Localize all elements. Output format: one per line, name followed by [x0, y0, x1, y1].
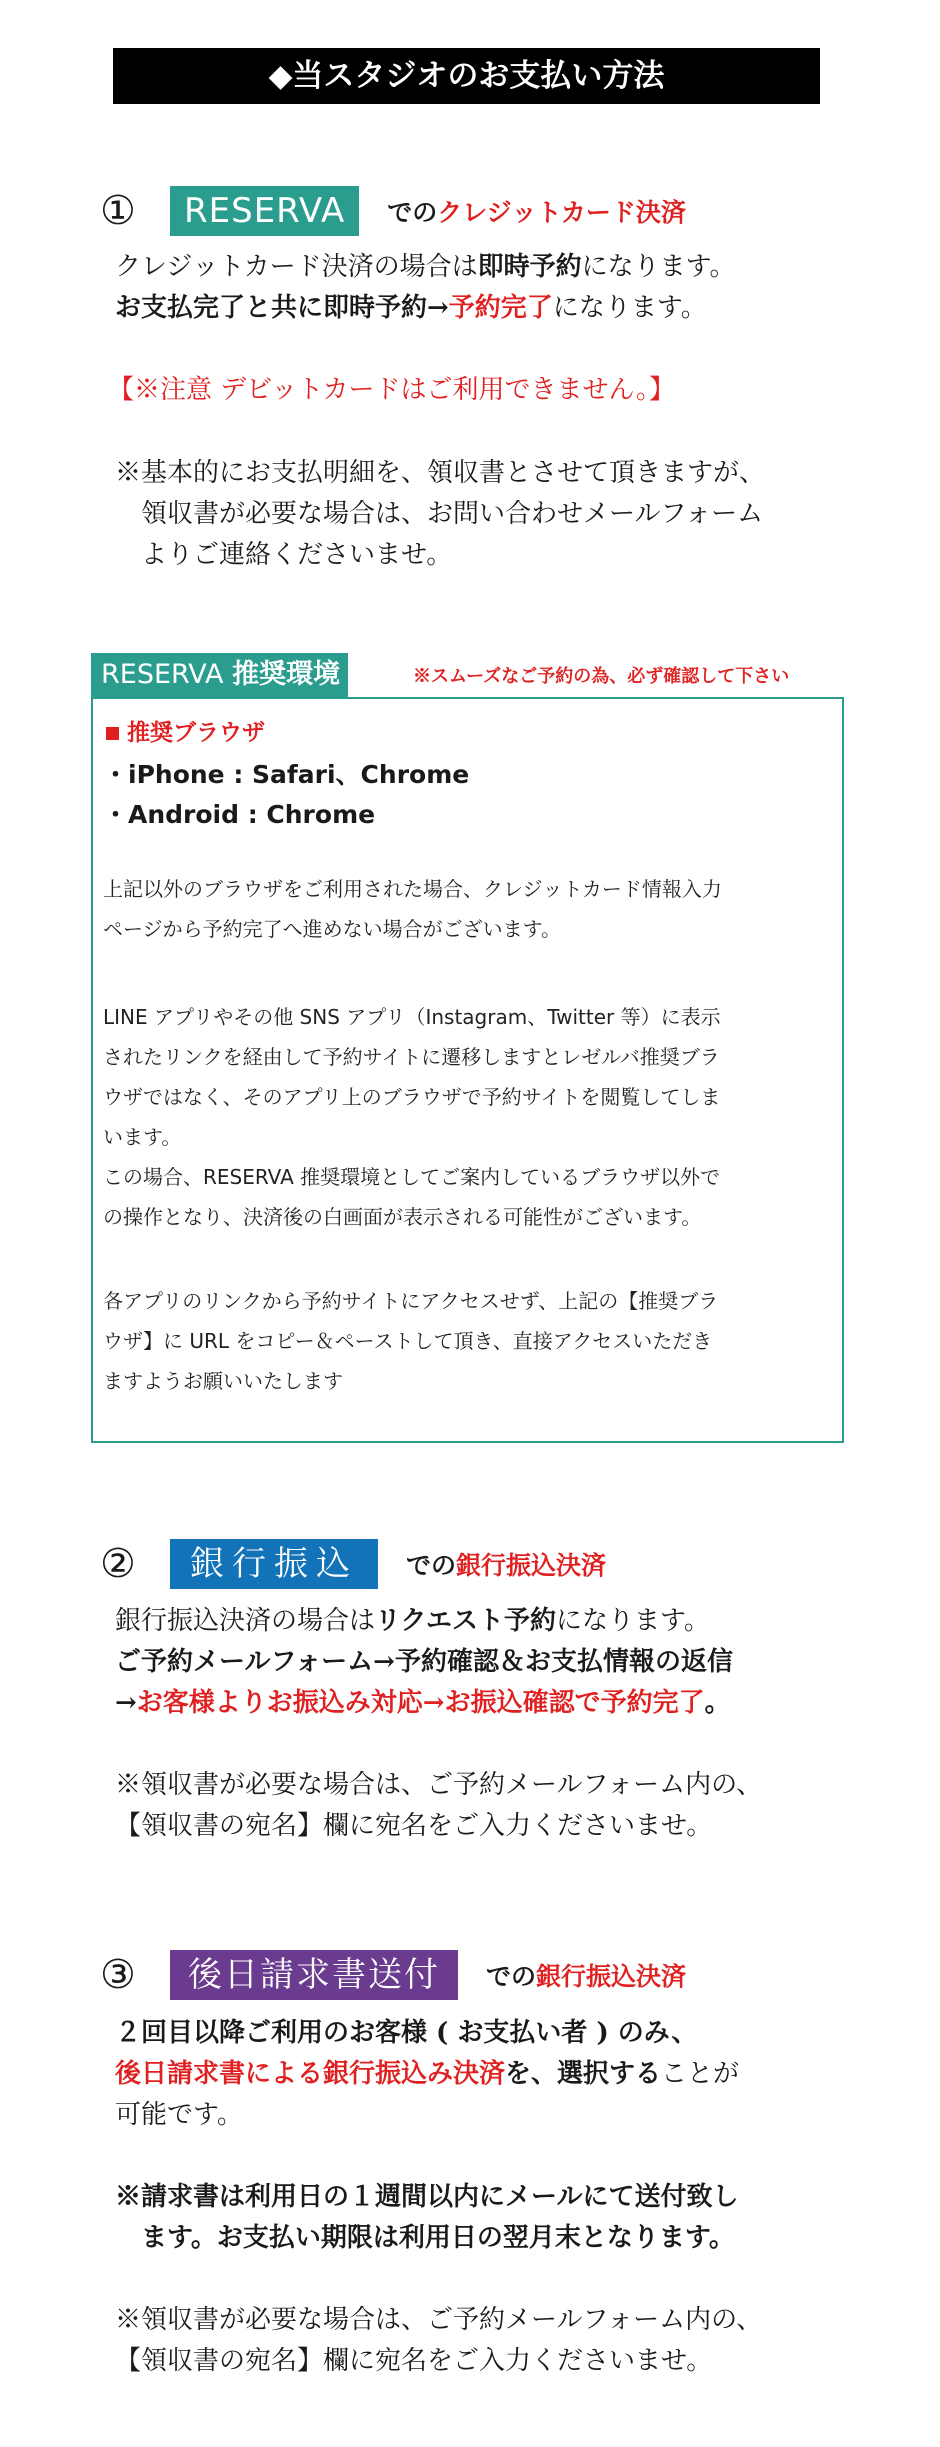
bank-transfer-badge: 銀行振込	[170, 1539, 378, 1589]
invoice-note-2: 【領収書の宛名】欄に宛名をご入力くださいませ。	[115, 2346, 713, 2376]
invoice-bold-note-2: ます。お支払い期限は利用日の翌月末となります。	[141, 2223, 735, 2253]
receipt-note-3: よりご連絡くださいませ。	[141, 540, 453, 570]
receipt-note-2: 領収書が必要な場合は、お問い合わせメールフォーム	[141, 499, 764, 529]
method-label: でのクレジットカード決済	[387, 198, 686, 227]
invoice-bold-note-1: ※請求書は利用日の１週間以内にメールにて送付致し	[115, 2182, 739, 2212]
env-para-1-line-1: 上記以外のブラウザをご利用された場合、クレジットカード情報入力	[103, 877, 722, 901]
bank-note-1: ※領収書が必要な場合は、ご予約メールフォーム内の、	[115, 1770, 763, 1800]
invoice-note-1: ※領収書が必要な場合は、ご予約メールフォーム内の、	[115, 2305, 763, 2335]
section-invoice-header	[100, 1950, 686, 2000]
invoice-line-1: ２回目以降ご利用のお客様 ( お支払い者 ) のみ、	[115, 2018, 698, 2048]
env-para-2-line-4: います。	[103, 1125, 182, 1149]
invoice-badge: 後日請求書送付	[170, 1950, 458, 2000]
bank-line-3: →お客様よりお振込み対応→お振込確認で予約完了。	[115, 1688, 731, 1718]
receipt-note-1: ※基本的にお支払明細を、領収書とさせて頂きますが、	[115, 458, 766, 488]
env-para-3-line-3: ますようお願いいたします	[103, 1369, 343, 1393]
android-browsers: ・Android : Chrome	[103, 800, 376, 829]
env-para-3-line-2: ウザ】に URL をコピー＆ペーストして頂き、直接アクセスいただき	[103, 1329, 713, 1353]
credit-line-2: お支払完了と共に即時予約→予約完了になります。	[115, 293, 707, 323]
browser-heading: 推奨ブラウザ	[106, 714, 265, 747]
section-number: ③	[100, 1952, 136, 1998]
square-bullet-icon	[106, 727, 119, 740]
env-para-2-line-3: ウザではなく、そのアプリ上のブラウザで予約サイトを閲覧してしま	[103, 1085, 721, 1109]
page-title: ◆当スタジオのお支払い方法	[113, 48, 820, 104]
method-label: での銀行振込決済	[486, 1962, 687, 1991]
env-para-2-line-1: LINE アプリやその他 SNS アプリ（Instagram、Twitter 等）に表示	[103, 1005, 721, 1029]
section-number: ②	[100, 1541, 136, 1587]
method-label: での銀行振込決済	[406, 1551, 607, 1580]
env-note: ※スムーズなご予約の為、必ず確認して下さい	[413, 666, 790, 687]
env-para-2-line-5: この場合、RESERVA 推奨環境としてご案内しているブラウザ以外で	[103, 1165, 721, 1189]
bank-line-2: ご予約メールフォーム→予約確認＆お支払情報の返信	[115, 1647, 733, 1677]
credit-line-1: クレジットカード決済の場合は即時予約になります。	[115, 252, 736, 282]
env-para-2-line-6: の操作となり、決済後の白画面が表示される可能性がございます。	[103, 1205, 702, 1229]
section-number: ①	[100, 188, 136, 234]
section-bank-header	[100, 1539, 606, 1589]
env-para-3-line-1: 各アプリのリンクから予約サイトにアクセスせず、上記の【推奨ブラ	[103, 1289, 719, 1313]
env-para-1-line-2: ページから予約完了へ進めない場合がございます。	[103, 917, 561, 941]
debit-notice: 【※注意 デビットカードはご利用できません。】	[108, 375, 676, 405]
section-credit-header	[100, 186, 686, 236]
env-tab: RESERVA 推奨環境	[91, 653, 348, 697]
reserva-badge: RESERVA	[170, 186, 359, 236]
invoice-line-3: 可能です。	[115, 2100, 243, 2130]
env-para-2-line-2: されたリンクを経由して予約サイトに遷移しますとレゼルバ推奨ブラ	[103, 1045, 720, 1069]
bank-note-2: 【領収書の宛名】欄に宛名をご入力くださいませ。	[115, 1811, 713, 1841]
invoice-line-2: 後日請求書による銀行振込み決済を、選択することが	[115, 2059, 740, 2089]
bank-line-1: 銀行振込決済の場合はリクエスト予約になります。	[115, 1606, 710, 1636]
iphone-browsers: ・iPhone : Safari、Chrome	[103, 760, 470, 789]
